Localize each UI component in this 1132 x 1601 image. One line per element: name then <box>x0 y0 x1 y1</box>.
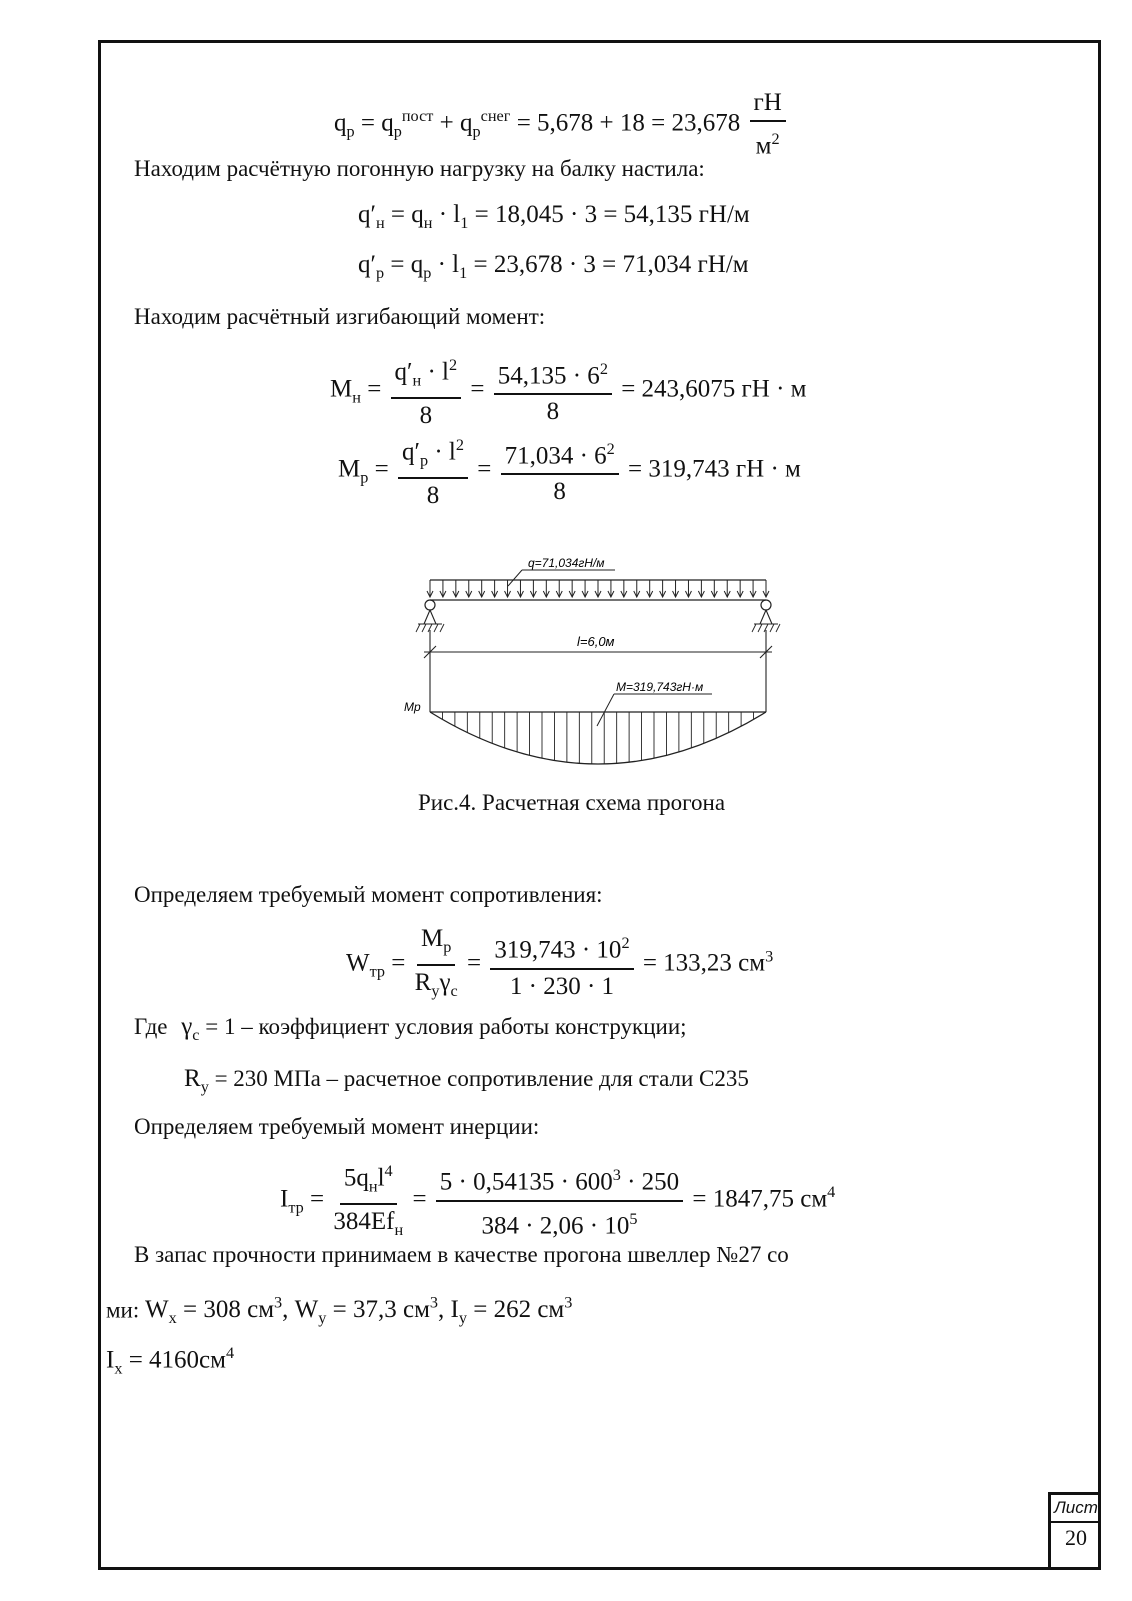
moment-hatch <box>442 712 753 764</box>
load-arrow <box>750 580 756 597</box>
load-arrow <box>582 580 588 597</box>
diagram-label: Мр <box>404 700 421 714</box>
sheet-stamp <box>1048 1492 1101 1570</box>
load-arrow <box>698 580 704 597</box>
load-arrow <box>530 580 536 597</box>
right-support <box>752 600 780 632</box>
load-arrow <box>673 580 679 597</box>
moment-leader <box>597 694 614 726</box>
section-properties-line: ми: $W_x = 308$ $см^3$, $W_y = 37,3$ $см^3$, $I_y = 262$ $см^3$ <box>106 1294 573 1328</box>
equation-qp: $q_р = q_р^{пост} + q_р^{снег} = 5,678 + 18 = 23,678$ $\frac{гН}{м^2}$ <box>334 88 789 161</box>
load-arrow <box>517 580 523 597</box>
equation-qp-prime: $q'_р = q_р \cdot l_1 = 23,678 \cdot 3 = 71,034$ гН/м <box>358 251 749 282</box>
load-arrow <box>505 580 511 597</box>
load-arrow <box>608 580 614 597</box>
load-arrow <box>711 580 717 597</box>
load-arrow <box>621 580 627 597</box>
load-arrow <box>763 580 769 597</box>
equation-w: $W_{тр}$ = $\frac{M_р}{R_y\gamma_c}$ = $\frac{319,743 \cdot 10^2}{1 \cdot 230 \cdot 1}$ = 133,23 $см^3$ <box>346 925 774 1000</box>
load-arrow <box>466 580 472 597</box>
equation-mn: $M_н$ = $\frac{q'_н \cdot l^2}{8}$ = $\frac{54,135 \cdot 6^2}{8}$ = 243,6075 гН · м <box>330 350 807 431</box>
load-leader <box>508 570 522 586</box>
load-arrow <box>440 580 446 597</box>
load-arrow <box>634 580 640 597</box>
load-arrow <box>569 580 575 597</box>
load-arrow <box>595 580 601 597</box>
equation-qn-prime: $q'_н = q_н \cdot l_1 = 18,045 \cdot 3 = 54,135$ гН/м <box>358 201 750 232</box>
text-i-req: Определяем требуемый момент инерции: <box>134 1114 540 1139</box>
load-arrows <box>427 580 769 597</box>
text-moment: Находим расчётный изгибающий момент: <box>134 304 546 329</box>
span-label: l=6,0м <box>577 634 615 649</box>
sheet-number: 20 <box>1065 1525 1087 1550</box>
load-arrow <box>685 580 691 597</box>
load-arrow <box>479 580 485 597</box>
text-accept: В запас прочности принимаем в качестве прогона швеллер №27 со <box>134 1242 789 1267</box>
figure-caption: Рис.4. Расчетная схема прогона <box>418 790 726 815</box>
load-arrow <box>660 580 666 597</box>
where-ry-line: $R_y = 230$ МПа – расчетное сопротивление для стали С235 <box>184 1065 749 1096</box>
load-label: q=71,034гН/м <box>528 556 605 570</box>
equation-i: $I_{тр}$ = $\frac{5q_нl^4}{384Ef_н}$ = $\frac{5 \cdot 0,54135 \cdot 600^3 \cdot 250}{384 \cdot 2,06 \cdot 10^5}$ = 1847,75 $см^4$ <box>280 1156 835 1245</box>
load-arrow <box>427 580 433 597</box>
equation-mp: $M_р$ = $\frac{q'_р \cdot l^2}{8}$ = $\frac{71,034 \cdot 6^2}{8}$ = 319,743 гН · м <box>338 430 801 511</box>
sheet-label: Лист <box>1051 1495 1101 1523</box>
load-arrow <box>556 580 562 597</box>
moment-label: M=319,743гН·м <box>616 680 704 694</box>
moment-curve <box>430 712 766 764</box>
load-arrow <box>647 580 653 597</box>
load-arrow <box>737 580 743 597</box>
ix-line: $I_x = 4160см^4$ <box>106 1344 235 1378</box>
load-arrow <box>492 580 498 597</box>
where-gamma-line: Где $\gamma_c = 1$ – коэффициент условия работы конструкции; <box>134 1013 687 1044</box>
text-w-req: Определяем требуемый момент сопротивления: <box>134 882 603 907</box>
text-linear-load: Находим расчётную погонную нагрузку на балку настила: <box>134 156 705 181</box>
load-arrow <box>453 580 459 597</box>
load-arrow <box>724 580 730 597</box>
left-support <box>416 600 444 632</box>
load-arrow <box>543 580 549 597</box>
